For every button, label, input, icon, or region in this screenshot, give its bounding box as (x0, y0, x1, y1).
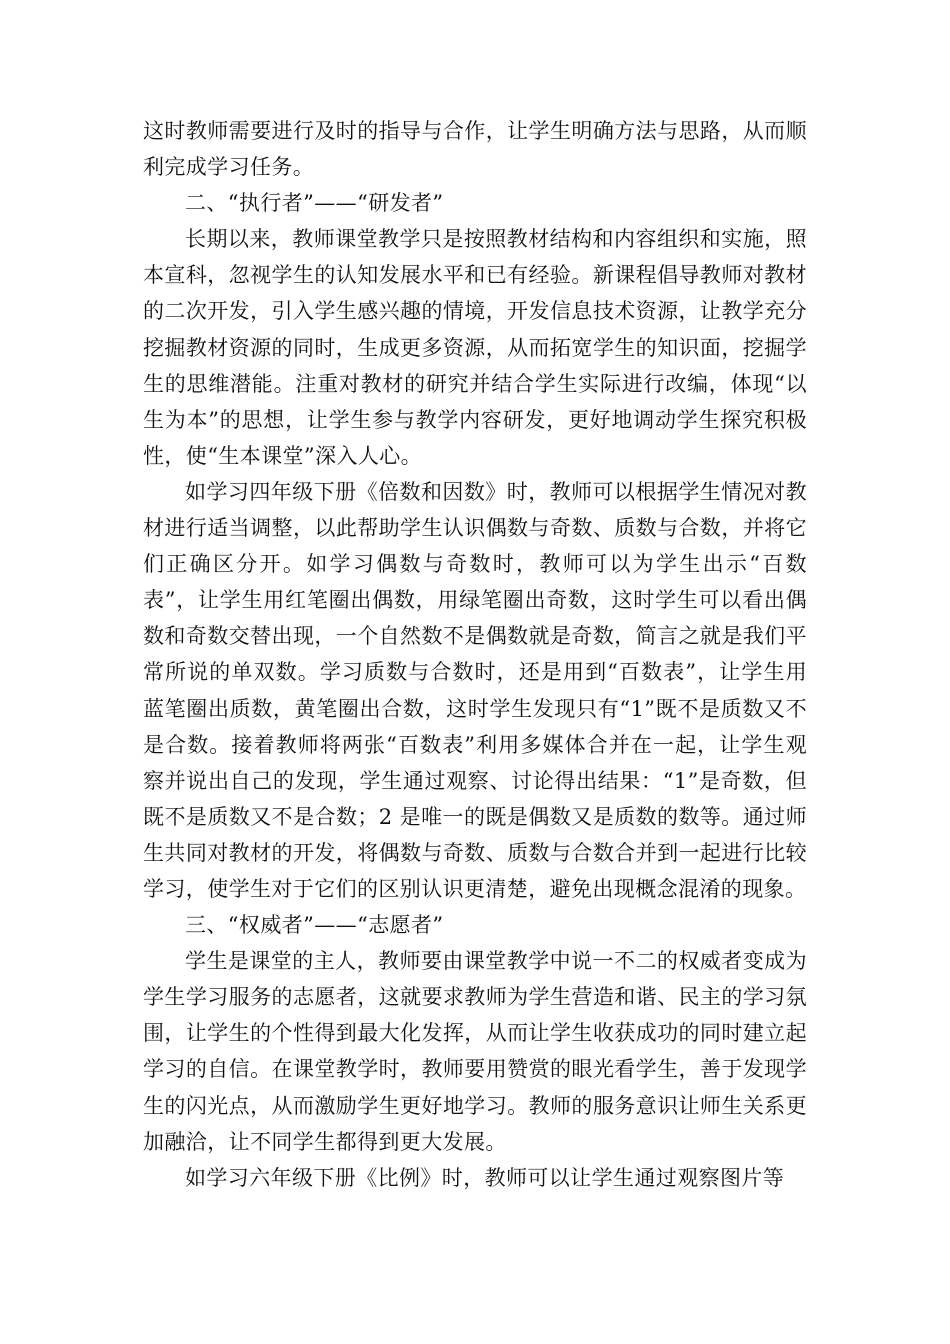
paragraph-continuation: 这时教师需要进行及时的指导与合作，让学生明确方法与思路，从而顺利完成学习任务。 (143, 119, 807, 180)
document-page (143, 113, 807, 1196)
paragraph-body: 学生是课堂的主人，教师要由课堂教学中说一不二的权威者变成为学生学习服务的志愿者，这就要求教师为学生营造和谐、民主的学习氛围，让学生的个性得到最大化发挥，从而让学生收获成功的同时建立起学习的自信。在课堂教学时，教师要用赞赏的眼光看学生，善于发现学生的闪光点，从而激励学生更好地学习。教师的服务意识让师生关系更加融洽，让不同学生都得到更大发展。 (143, 949, 807, 1154)
paragraph-body: 长期以来，教师课堂教学只是按照教材结构和内容组织和实施，照本宣科，忽视学生的认知发展水平和已有经验。新课程倡导教师对教材的二次开发，引入学生感兴趣的情境，开发信息技术资源，让教学充分挖掘教材资源的同时，生成更多资源，从而拓宽学生的知识面，挖掘学生的思维潜能。注重对教材的研究并结合学生实际进行改编，体现“以生为本”的思想，让学生参与教学内容研发，更好地调动学生探究积极性，使“生本课堂”深入人心。 (143, 227, 807, 468)
section-heading-3: 三、“权威者”——“志愿者” (185, 913, 444, 938)
paragraph-body: 如学习四年级下册《倍数和因数》时，教师可以根据学生情况对教材进行适当调整，以此帮助学生认识偶数与奇数、质数与合数，并将它们正确区分开。如学习偶数与奇数时，教师可以为学生出示“百数表”，让学生用红笔圈出偶数，用绿笔圈出奇数，这时学生可以看出偶数和奇数交替出现，一个自然数不是偶数就是奇数，简言之就是我们平常所说的单双数。学习质数与合数时，还是用到“百数表”，让学生用蓝笔圈出质数，黄笔圈出合数，这时学生发现只有“1”既不是质数又不是合数。接着教师将两张“百数表”利用多媒体合并在一起，让学生观察并说出自己的发现，学生通过观察、讨论得出结果：“1”是奇数，但既不是质数又不是合数；2 是唯一的既是偶数又是质数的数等。通过师生共同对教材的开发，将偶数与奇数、质数与合数合并到一起进行比较学习，使学生对于它们的区别认识更清楚，避免出现概念混淆的现象。 (143, 479, 807, 901)
paragraph-body: 如学习六年级下册《比例》时，教师可以让学生通过观察图片等 (185, 1165, 785, 1190)
section-heading-2: 二、“执行者”——“研发者” (185, 191, 444, 216)
